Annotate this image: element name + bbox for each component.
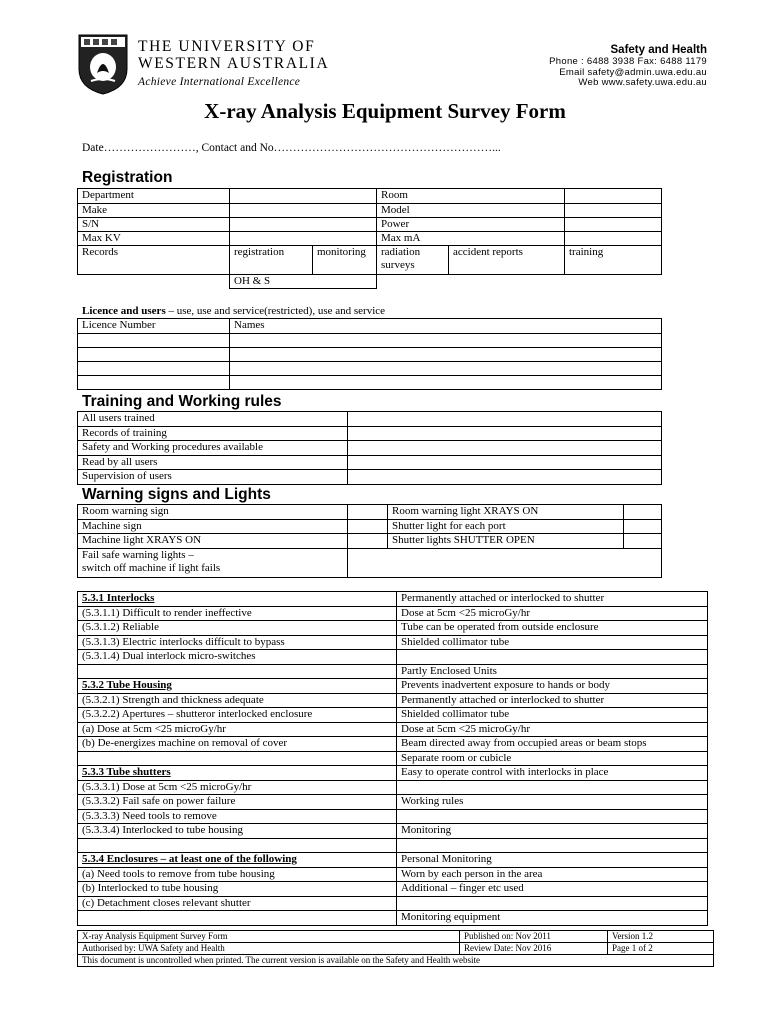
checklist-row	[78, 606, 708, 621]
records-radiation-surveys[interactable]: radiation surveys	[377, 246, 449, 275]
failsafe-response[interactable]	[348, 548, 662, 577]
records-spacer	[78, 275, 230, 289]
names-field[interactable]	[230, 362, 662, 376]
registration-heading: Registration	[82, 169, 173, 186]
checklist-right-item: Prevents inadvertent exposure to hands or body	[397, 679, 708, 694]
dept-title: Safety and Health	[610, 44, 707, 56]
checklist-right-item: Dose at 5cm <25 microGy/hr	[397, 606, 708, 621]
checklist-row	[78, 766, 708, 781]
checklist-left-item: (b) Interlocked to tube housing	[78, 882, 397, 897]
model-label: Model	[377, 204, 565, 218]
max-kv-field[interactable]	[230, 232, 377, 246]
warning-check[interactable]	[624, 505, 662, 520]
checklist-right-item	[397, 780, 708, 795]
training-item: Safety and Working procedures available	[78, 441, 348, 456]
checklist-right-item: Additional – finger etc used	[397, 882, 708, 897]
footer-published: Published on: Nov 2011	[460, 931, 608, 943]
training-item: Supervision of users	[78, 470, 348, 485]
power-field[interactable]	[565, 218, 662, 232]
room-label: Room	[377, 189, 565, 204]
checklist-row	[78, 911, 708, 926]
checklist-right-item: Permanently attached or interlocked to shutter	[397, 693, 708, 708]
checklist-left-item: (a) Dose at 5cm <25 microGy/hr	[78, 722, 397, 737]
training-response[interactable]	[348, 470, 662, 485]
checklist-left-item	[78, 664, 397, 679]
checklist-section-heading: 5.3.1 Interlocks	[78, 592, 397, 607]
checklist-row	[78, 737, 708, 752]
warning-check[interactable]	[624, 534, 662, 549]
checklist-right-item: Dose at 5cm <25 microGy/hr	[397, 722, 708, 737]
licence-number-header: Licence Number	[78, 319, 230, 334]
checklist-right-item	[397, 809, 708, 824]
date-contact-line: Date……………………, Contact and No…………………………………………………...	[82, 142, 501, 154]
licence-number-field[interactable]	[78, 362, 230, 376]
max-kv-label: Max KV	[78, 232, 230, 246]
registration-table	[77, 188, 662, 289]
checklist-right-item: Permanently attached or interlocked to shutter	[397, 592, 708, 607]
training-response[interactable]	[348, 455, 662, 470]
checklist-section-heading: 5.3.3 Tube shutters	[78, 766, 397, 781]
max-ma-field[interactable]	[565, 232, 662, 246]
records-label: Records	[78, 246, 230, 275]
checklist-left-item: (5.3.3.3) Need tools to remove	[78, 809, 397, 824]
footer-page: Page 1 of 2	[608, 943, 714, 955]
names-field[interactable]	[230, 334, 662, 348]
power-label: Power	[377, 218, 565, 232]
training-table	[77, 411, 662, 485]
web-line: Web www.safety.uwa.edu.au	[578, 77, 707, 88]
checklist-row	[78, 722, 708, 737]
checklist-row	[78, 795, 708, 810]
checklist-left-item	[78, 838, 397, 853]
checklist-left-item	[78, 751, 397, 766]
max-ma-label: Max mA	[377, 232, 565, 246]
licence-note-bold: Licence and users	[82, 305, 166, 317]
form-title: X-ray Analysis Equipment Survey Form	[204, 99, 566, 123]
names-field[interactable]	[230, 376, 662, 390]
university-crest-logo	[77, 33, 129, 95]
checklist-row	[78, 664, 708, 679]
training-response[interactable]	[348, 426, 662, 441]
warning-check[interactable]	[348, 534, 388, 549]
footer-doc-name: X-ray Analysis Equipment Survey Form	[78, 931, 460, 943]
university-tagline: Achieve International Excellence	[138, 76, 301, 88]
university-name-line1: THE UNIVERSITY OF	[138, 38, 316, 55]
checklist-row	[78, 824, 708, 839]
checklist-section-heading: 5.3.4 Enclosures – at least one of the following	[78, 853, 397, 868]
licence-number-field[interactable]	[78, 376, 230, 390]
warning-check[interactable]	[348, 519, 388, 534]
failsafe-line2: switch off machine if light fails	[82, 561, 221, 574]
contact-block	[549, 43, 707, 89]
checklist-left-item: (5.3.1.3) Electric interlocks difficult to bypass	[78, 635, 397, 650]
model-field[interactable]	[565, 204, 662, 218]
checklist-left-item: (5.3.2.1) Strength and thickness adequate	[78, 693, 397, 708]
checklist-row	[78, 838, 708, 853]
footer-version: Version 1.2	[608, 931, 714, 943]
failsafe-line1: Fail safe warning lights –	[82, 548, 194, 561]
checklist-row	[78, 780, 708, 795]
warning-table	[77, 504, 662, 578]
records-monitoring[interactable]: monitoring	[313, 246, 377, 275]
licence-note-rest: – use, use and service(restricted), use and service	[165, 305, 386, 317]
checklist-right-item	[397, 896, 708, 911]
checklist-right-item: Personal Monitoring	[397, 853, 708, 868]
warning-check[interactable]	[348, 505, 388, 520]
training-item: Read by all users	[78, 455, 348, 470]
warning-item: Room warning light XRAYS ON	[388, 505, 624, 520]
footer-table	[77, 930, 714, 967]
licence-table	[77, 318, 662, 390]
warning-item: Shutter light for each port	[388, 519, 624, 534]
warning-item: Machine light XRAYS ON	[78, 534, 348, 549]
room-field[interactable]	[565, 189, 662, 204]
checklist-left-item: (c) Detachment closes relevant shutter	[78, 896, 397, 911]
checklist-right-item	[397, 650, 708, 665]
licence-number-field[interactable]	[78, 334, 230, 348]
checklist-right-item: Shielded collimator tube	[397, 708, 708, 723]
checklist-row	[78, 853, 708, 868]
checklist-row	[78, 635, 708, 650]
checklist-row	[78, 679, 708, 694]
checklist-left-item: (5.3.3.4) Interlocked to tube housing	[78, 824, 397, 839]
footer-authorised: Authorised by: UWA Safety and Health	[78, 943, 460, 955]
checklist-right-item: Monitoring equipment	[397, 911, 708, 926]
department-field[interactable]	[230, 189, 377, 204]
checklist-row	[78, 708, 708, 723]
warning-check[interactable]	[624, 519, 662, 534]
checklist-right-item: Partly Enclosed Units	[397, 664, 708, 679]
checklist-right-item: Beam directed away from occupied areas or beam stops	[397, 737, 708, 752]
checklist-left-item: (5.3.1.4) Dual interlock micro-switches	[78, 650, 397, 665]
checklist-row	[78, 650, 708, 665]
university-name-line2: WESTERN AUSTRALIA	[138, 55, 330, 72]
checklist-right-item: Monitoring	[397, 824, 708, 839]
warning-heading: Warning signs and Lights	[82, 486, 271, 503]
records-training[interactable]: training	[565, 246, 662, 275]
training-response[interactable]	[348, 412, 662, 427]
checklist-row	[78, 693, 708, 708]
licence-number-field[interactable]	[78, 348, 230, 362]
make-label: Make	[78, 204, 230, 218]
licence-note	[82, 305, 385, 317]
training-response[interactable]	[348, 441, 662, 456]
names-header: Names	[230, 319, 662, 334]
training-heading: Training and Working rules	[82, 393, 282, 410]
warning-item: Shutter lights SHUTTER OPEN	[388, 534, 624, 549]
footer-review: Review Date: Nov 2016	[460, 943, 608, 955]
phone-line: Phone : 6488 3938 Fax: 6488 1179	[549, 56, 707, 67]
checklist-right-item: Separate room or cubicle	[397, 751, 708, 766]
checklist-row	[78, 809, 708, 824]
checklist-row	[78, 621, 708, 636]
failsafe-item	[78, 548, 348, 577]
records-spacer-right	[377, 275, 662, 289]
checklist-left-item: (a) Need tools to remove from tube housing	[78, 867, 397, 882]
training-item: Records of training	[78, 426, 348, 441]
records-accident-reports[interactable]: accident reports	[449, 246, 565, 275]
checklist-left-item: (5.3.1.1) Difficult to render ineffective	[78, 606, 397, 621]
checklist-row	[78, 882, 708, 897]
checklist-right-item: Shielded collimator tube	[397, 635, 708, 650]
email-line: Email safety@admin.uwa.edu.au	[559, 66, 707, 78]
checklist-left-item: (5.3.2.2) Apertures – shutteror interlocked enclosure	[78, 708, 397, 723]
checklist-right-item: Working rules	[397, 795, 708, 810]
names-field[interactable]	[230, 348, 662, 362]
checklist-right-item: Worn by each person in the area	[397, 867, 708, 882]
checklist-left-item: (5.3.3.2) Fail safe on power failure	[78, 795, 397, 810]
university-name	[138, 38, 329, 72]
sn-label: S/N	[78, 218, 230, 232]
checklist-left-item: (5.3.1.2) Reliable	[78, 621, 397, 636]
checklist-right-item: Tube can be operated from outside enclosure	[397, 621, 708, 636]
checklist-left-item	[78, 911, 397, 926]
make-field[interactable]	[230, 204, 377, 218]
sn-field[interactable]	[230, 218, 377, 232]
warning-item: Room warning sign	[78, 505, 348, 520]
training-item: All users trained	[78, 412, 348, 427]
records-registration[interactable]: registration	[230, 246, 313, 275]
checklist-row	[78, 592, 708, 607]
warning-item: Machine sign	[78, 519, 348, 534]
checklist-right-item: Easy to operate control with interlocks in place	[397, 766, 708, 781]
footer-uncontrolled: This document is uncontrolled when printed. The current version is available on the Safety and Health website	[78, 955, 714, 967]
records-ohs[interactable]: OH & S	[230, 275, 377, 289]
department-label: Department	[78, 189, 230, 204]
checklist-row	[78, 867, 708, 882]
checklist-section-heading: 5.3.2 Tube Housing	[78, 679, 397, 694]
checklist-table	[77, 591, 708, 926]
checklist-right-item	[397, 838, 708, 853]
checklist-row	[78, 896, 708, 911]
checklist-left-item: (5.3.3.1) Dose at 5cm <25 microGy/hr	[78, 780, 397, 795]
checklist-row	[78, 751, 708, 766]
checklist-left-item: (b) De-energizes machine on removal of cover	[78, 737, 397, 752]
